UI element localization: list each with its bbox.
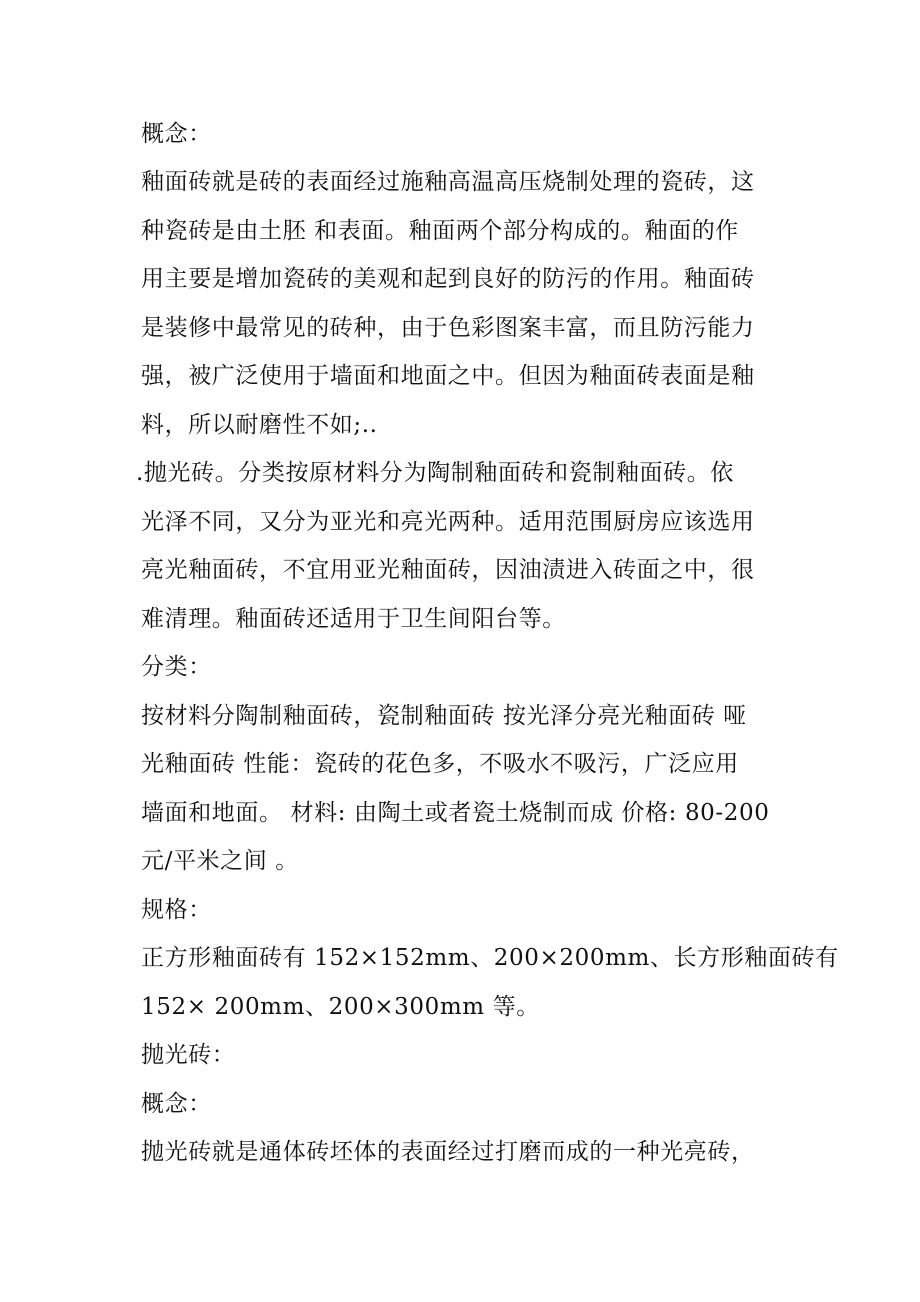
paragraph-line: .抛光砖。分类按原材料分为陶制釉面砖和瓷制釉面砖。依 xyxy=(136,460,734,486)
paragraph-line: 按材料分陶制釉面砖，瓷制釉面砖 按光泽分亮光釉面砖 哑 xyxy=(141,703,747,729)
paragraph-line: 光泽不同，又分为亚光和亮光两种。适用范围厨房应该选用 xyxy=(141,509,755,535)
paragraph-line: 墙面和地面。 材料: 由陶土或者瓷土烧制而成 价格: 80-200 xyxy=(141,800,770,826)
paragraph-line: 种瓷砖是由土胚 和表面。釉面两个部分构成的。釉面的作 xyxy=(141,218,739,244)
paragraph-line: 光釉面砖 性能：瓷砖的花色多，不吸水不吸污，广泛应用 xyxy=(141,751,739,777)
heading-polished-tile: 抛光砖： xyxy=(141,1042,236,1068)
paragraph-line: 是装修中最常见的砖种，由于色彩图案丰富，而且防污能力 xyxy=(141,315,755,341)
paragraph-line: 釉面砖就是砖的表面经过施釉高温高压烧制处理的瓷砖，这 xyxy=(141,169,755,195)
paragraph-line: 正方形釉面砖有 152×152mm、200×200mm、长方形釉面砖有 xyxy=(141,945,839,971)
paragraph-line: 亮光釉面砖，不宜用亚光釉面砖，因油渍进入砖面之中，很 xyxy=(141,557,755,583)
heading-classification: 分类： xyxy=(141,654,212,680)
paragraph-line: 元/平米之间 。 xyxy=(141,848,299,874)
paragraph-line: 抛光砖就是通体砖坯体的表面经过打磨而成的一种光亮砖， xyxy=(141,1139,755,1165)
paragraph-line: 强，被广泛使用于墙面和地面之中。但因为釉面砖表面是釉 xyxy=(141,363,755,389)
paragraph-line: 难清理。釉面砖还适用于卫生间阳台等。 xyxy=(141,606,566,632)
heading-concept: 概念： xyxy=(141,121,212,147)
heading-specification: 规格： xyxy=(141,897,212,923)
paragraph-line: 料，所以耐磨性不如;.. xyxy=(141,412,378,438)
heading-concept: 概念： xyxy=(141,1091,212,1117)
paragraph-line: 152× 200mm、200×300mm 等。 xyxy=(141,994,540,1020)
paragraph-line: 用主要是增加瓷砖的美观和起到良好的防污的作用。釉面砖 xyxy=(141,266,755,292)
